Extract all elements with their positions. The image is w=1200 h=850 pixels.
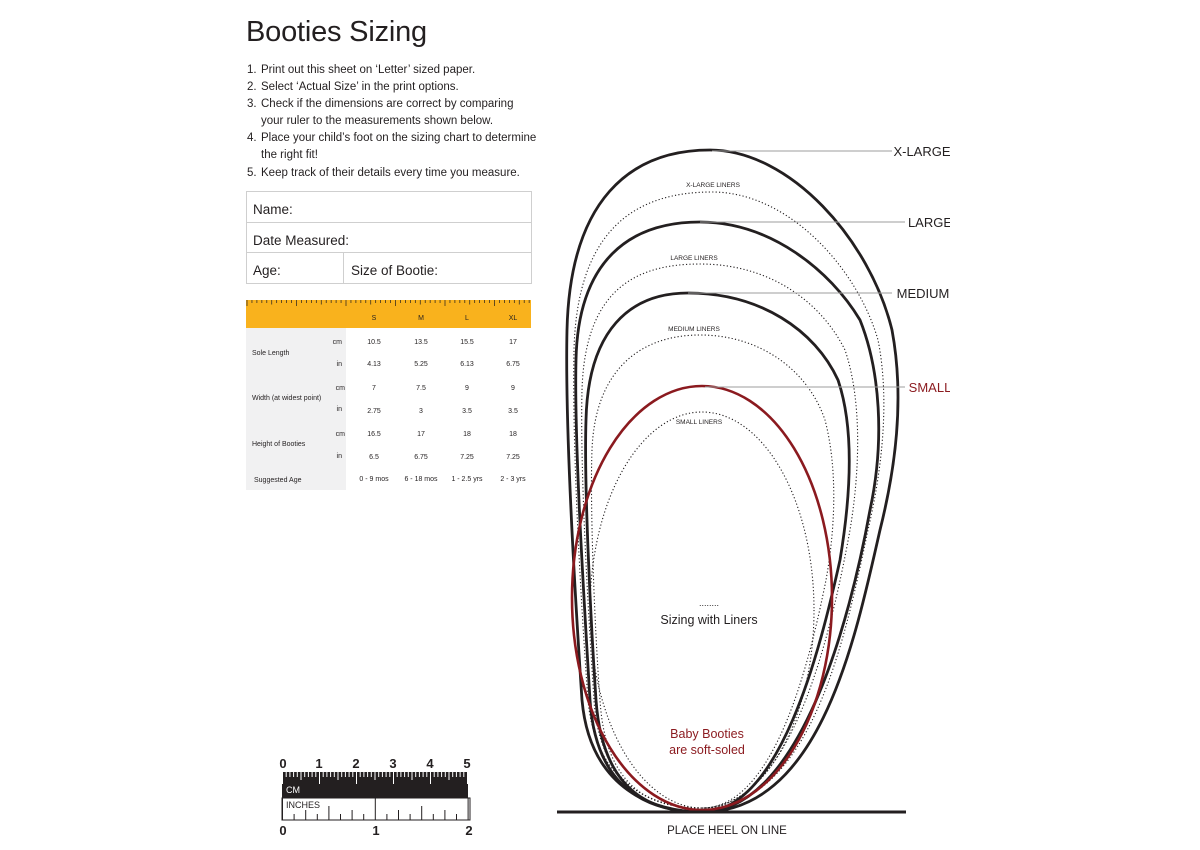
booties-note-line-2: are soft-soled: [669, 743, 745, 757]
table-cell: 4.13: [367, 361, 381, 368]
instruction-step: [247, 165, 537, 182]
age-size-row[interactable]: [247, 252, 531, 283]
step-text: Print out this sheet on ‘Letter’ sized paper.: [261, 64, 476, 76]
table-cell: 9: [511, 385, 515, 392]
table-cell: 10.5: [367, 339, 381, 346]
x-large-liner-outline: [574, 192, 884, 808]
instruction-step: [247, 62, 537, 79]
dotted-line-legend: ........: [698, 598, 720, 608]
inch-number: 0: [279, 823, 287, 838]
step-text: Place your child’s foot on the sizing chart to determine the right fit!: [261, 132, 537, 162]
large-liner-label: LARGE LINERS: [670, 255, 718, 262]
table-cell: 18: [463, 431, 471, 438]
step-text: Check if the dimensions are correct by comparing your ruler to the measurements shown below.: [261, 98, 514, 128]
calibration-ruler: [270, 752, 485, 842]
details-form: [246, 191, 532, 284]
step-number: 3.: [247, 98, 257, 111]
table-cell: 7.25: [506, 454, 520, 461]
table-cell: 6.75: [414, 454, 428, 461]
table-cell: 3: [419, 408, 423, 415]
table-cell: 13.5: [414, 339, 428, 346]
step-number: 2.: [247, 81, 257, 94]
unit-label: in: [336, 453, 342, 460]
table-cell: 7.25: [460, 454, 474, 461]
table-cell: 1 - 2.5 yrs: [451, 476, 483, 483]
heel-line-label: PLACE HEEL ON LINE: [667, 825, 787, 837]
inch-number: 1: [372, 823, 380, 838]
small-label: SMALL: [908, 380, 950, 395]
table-cell: 17: [509, 339, 517, 346]
step-number: 1.: [247, 64, 257, 76]
unit-label: cm: [332, 339, 342, 346]
header-l: L: [465, 315, 469, 322]
row-label: Height of Booties: [252, 441, 306, 448]
table-cell: 6.13: [460, 361, 474, 368]
table-cell: 2.75: [367, 408, 381, 415]
table-cell: 0 - 9 mos: [359, 476, 389, 483]
unit-label: cm: [335, 385, 345, 392]
table-cell: 6.5: [369, 454, 379, 461]
large-outline: [576, 222, 879, 812]
instruction-step: [247, 96, 537, 130]
size-label: Size of Bootie:: [351, 263, 439, 278]
step-number: 5.: [247, 166, 257, 179]
instruction-list: [247, 62, 537, 182]
unit-label: in: [336, 361, 342, 368]
cm-number: 2: [352, 756, 360, 771]
cm-label: CM: [286, 785, 300, 795]
unit-label: in: [336, 406, 342, 413]
table-cell: 3.5: [462, 408, 472, 415]
cm-number: 0: [279, 756, 287, 771]
table-cell: 16.5: [367, 431, 381, 438]
table-header-bar: [246, 300, 531, 328]
step-number: 4.: [247, 132, 257, 145]
table-cell: 7: [372, 385, 376, 392]
table-cell: 18: [509, 431, 517, 438]
small-liner-label: SMALL LINERS: [675, 419, 723, 426]
table-cell: 7.5: [416, 385, 426, 392]
instruction-step: [247, 79, 537, 96]
table-cell: 17: [417, 431, 425, 438]
shoe-outline-chart: [550, 140, 950, 840]
x-large-liner-label: X-LARGE LINERS: [686, 182, 740, 189]
medium-liner-label: MEDIUM LINERS: [668, 326, 720, 333]
table-cell: 6 - 18 mos: [404, 476, 438, 483]
inch-label: INCHES: [286, 800, 321, 810]
inch-number: 2: [465, 823, 473, 838]
instruction-step: [247, 130, 537, 164]
table-cell: 2 - 3 yrs: [500, 476, 526, 483]
name-row[interactable]: [247, 192, 531, 222]
divider: [343, 253, 344, 283]
header-xl: XL: [508, 315, 518, 322]
cm-number: 3: [389, 756, 397, 771]
table-cell: 15.5: [460, 339, 474, 346]
large-label: LARGE: [907, 215, 950, 230]
size-table: [246, 300, 531, 490]
table-cell: 6.75: [506, 361, 520, 368]
x-large-label: X-LARGE: [893, 144, 950, 159]
booties-note-line-1: Baby Booties: [670, 727, 744, 741]
name-label: Name:: [253, 202, 293, 217]
table-cell: 5.25: [414, 361, 428, 368]
cm-number: 4: [426, 756, 434, 771]
suggested-age-label: Suggested Age: [254, 477, 302, 484]
unit-label: cm: [335, 431, 345, 438]
cm-number: 1: [315, 756, 323, 771]
row-label: Sole Length: [252, 350, 290, 357]
row-label: Width (at widest point): [252, 395, 322, 402]
step-text: Keep track of their details every time you measure.: [261, 166, 520, 179]
step-text: Select ‘Actual Size’ in the print options.: [261, 81, 459, 94]
medium-label: MEDIUM: [896, 286, 950, 301]
cm-number: 5: [463, 756, 471, 771]
header-m: M: [418, 315, 424, 322]
date-row[interactable]: [247, 222, 531, 253]
age-label: Age:: [253, 263, 281, 278]
table-cell: 3.5: [508, 408, 518, 415]
header-s: S: [371, 315, 377, 322]
table-cell: 9: [465, 385, 469, 392]
page-title: Booties Sizing: [246, 16, 427, 48]
date-label: Date Measured:: [253, 233, 350, 248]
liners-note: Sizing with Liners: [660, 613, 758, 627]
